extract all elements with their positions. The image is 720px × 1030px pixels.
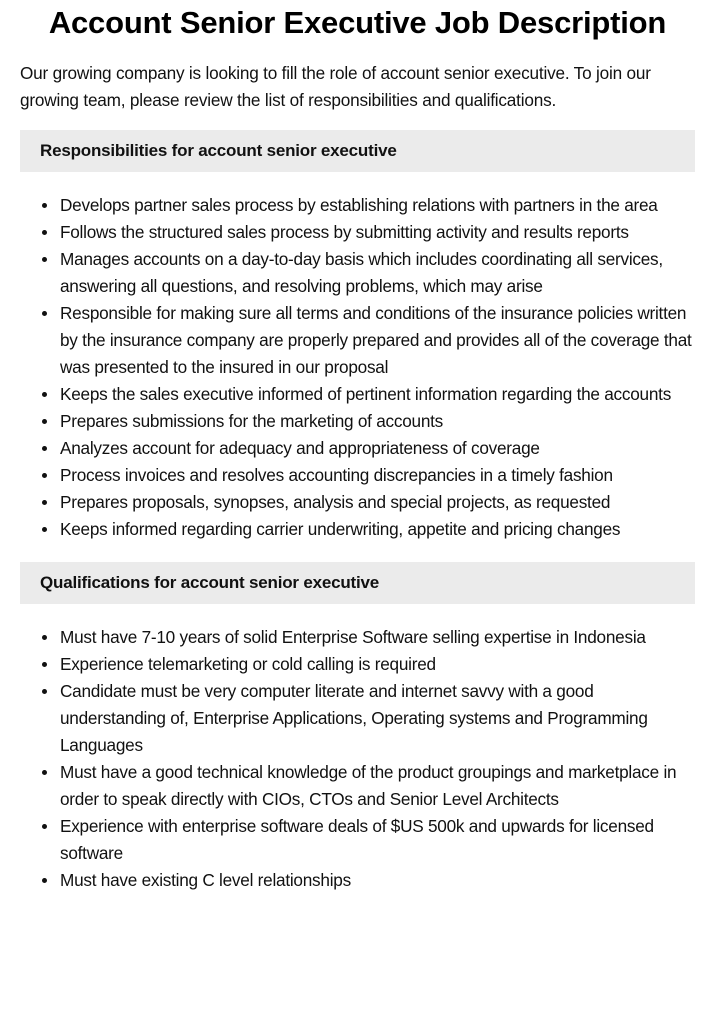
intro-paragraph: Our growing company is looking to fill the role of account senior executive. To join our growing team, please review the list of responsibilities and qualifications. [20, 63, 651, 110]
page-title: Account Senior Executive Job Description [48, 5, 667, 40]
list-item: Manages accounts on a day-to-day basis which includes coordinating all services, answering all questions, and resolving problems, which may arise [60, 246, 695, 300]
list-item: Keeps the sales executive informed of pertinent information regarding the accounts [60, 381, 695, 408]
list-item: Process invoices and resolves accounting discrepancies in a timely fashion [60, 462, 695, 489]
list-item: Develops partner sales process by establishing relations with partners in the area [60, 192, 695, 219]
list-item: Keeps informed regarding carrier underwriting, appetite and pricing changes [60, 516, 695, 543]
list-item: Must have existing C level relationships [60, 867, 695, 894]
list-item: Prepares proposals, synopses, analysis and special projects, as requested [60, 489, 695, 516]
list-item: Must have 7-10 years of solid Enterprise Software selling expertise in Indonesia [60, 624, 695, 651]
qualifications-list [20, 624, 695, 894]
list-item: Candidate must be very computer literate and internet savvy with a good understanding of, Enterprise Applications, Operating systems and Programming Languages [60, 678, 695, 759]
responsibilities-heading: Responsibilities for account senior executive [20, 130, 695, 172]
list-item: Experience with enterprise software deals of $US 500k and upwards for licensed software [60, 813, 695, 867]
list-item: Experience telemarketing or cold calling is required [60, 651, 695, 678]
list-item: Must have a good technical knowledge of the product groupings and marketplace in order to speak directly with CIOs, CTOs and Senior Level Architects [60, 759, 695, 813]
list-item: Prepares submissions for the marketing of accounts [60, 408, 695, 435]
qualifications-heading: Qualifications for account senior executive [20, 562, 695, 604]
list-item: Follows the structured sales process by submitting activity and results reports [60, 219, 695, 246]
responsibilities-list [20, 192, 695, 543]
list-item: Analyzes account for adequacy and appropriateness of coverage [60, 435, 695, 462]
list-item: Responsible for making sure all terms and conditions of the insurance policies written by the insurance company are properly prepared and provides all of the coverage that was presented to the insured in our proposal [60, 300, 695, 381]
